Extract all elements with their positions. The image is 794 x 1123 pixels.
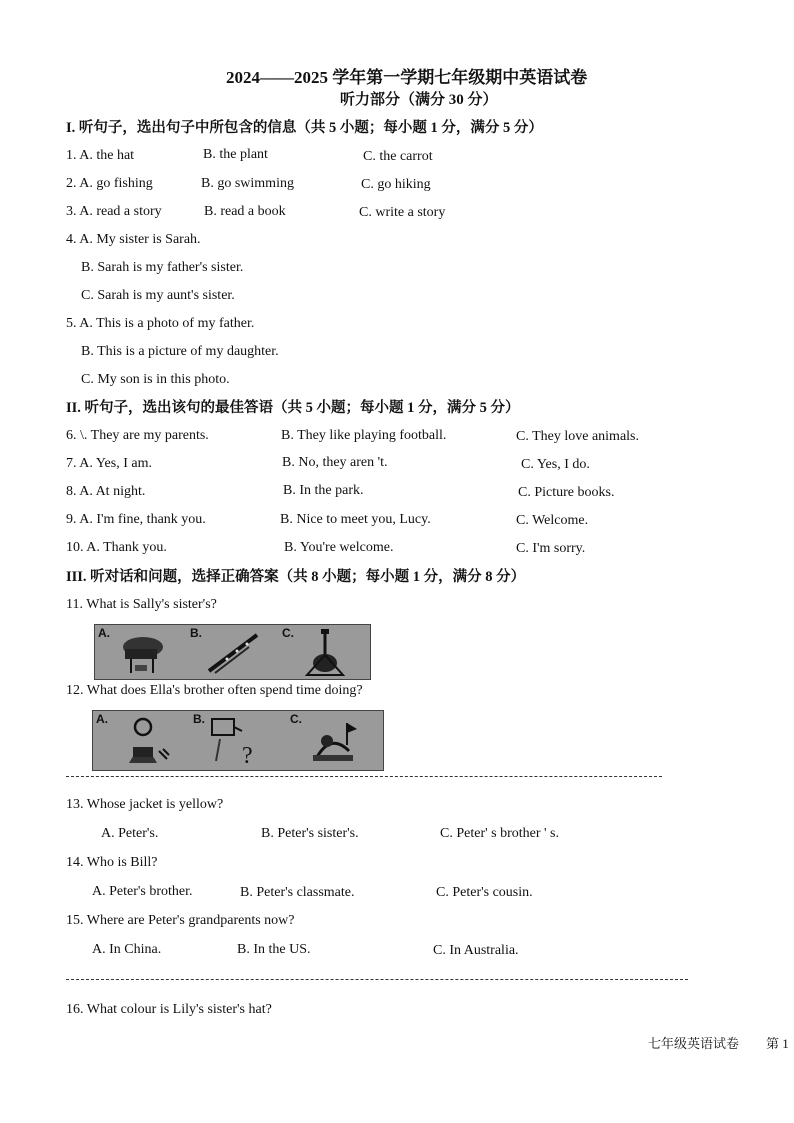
q3-option-a: 3. A. read a story [66,204,162,219]
q15-option-b: B. In the US. [237,942,311,957]
footer-label: 七年级英语试卷 [648,1036,740,1051]
q11-picture-a [95,625,188,679]
q12-picture-c [287,711,383,770]
guitar-icon [279,625,370,679]
listening-subtitle: 听力部分（满分 30 分） [340,92,498,108]
q2-option-b: B. go swimming [201,176,294,191]
question-board-icon [190,711,287,770]
q12-picture-a-label: A. [96,712,108,726]
q4-option-b: B. Sarah is my father's sister. [81,260,244,275]
q14-option-a: A. Peter's brother. [92,884,193,899]
section-1-heading: I. 听句子，选出句子中所包含的信息（共 5 小题；每小题 1 分，满分 5 分） [66,120,543,136]
q8-option-b: B. In the park. [283,483,364,498]
q6-option-b: B. They like playing football. [281,428,447,443]
flute-icon [187,625,279,679]
q13-option-b: B. Peter's sister's. [261,826,359,841]
q14-option-b: B. Peter's classmate. [240,885,355,900]
section-3-heading: III. 听对话和问题，选择正确答案（共 8 小题；每小题 1 分，满分 8 分） [66,569,526,585]
q12-picture-b [190,711,288,770]
q6-option-c: C. They love animals. [516,429,639,444]
q14-option-c: C. Peter's cousin. [436,885,533,900]
q10-option-a: 10. A. Thank you. [66,540,167,555]
q15-question: 15. Where are Peter's grandparents now? [66,913,295,928]
q4-option-c: C. Sarah is my aunt's sister. [81,288,235,303]
q7-option-c: C. Yes, I do. [521,457,590,472]
q11-picture-c [279,625,370,679]
footer-page-number: 第 1 [766,1036,789,1051]
q5-option-b: B. This is a picture of my daughter. [81,344,279,359]
q15-option-a: A. In China. [92,942,162,957]
piano-icon [95,625,187,679]
q5-option-c: C. My son is in this photo. [81,372,230,387]
q1-option-b: B. the plant [203,147,268,162]
svg-text:?: ? [242,743,253,769]
q1-option-c: C. the carrot [363,149,433,164]
q7-option-b: B. No, they aren 't. [282,455,388,470]
q11-picture-c-label: C. [282,626,294,640]
person-reading-icon [93,711,190,770]
q13-option-a: A. Peter's. [101,826,159,841]
q14-question: 14. Who is Bill? [66,855,158,870]
q12-picture-b-label: B. [193,712,205,726]
q8-option-c: C. Picture books. [518,485,615,500]
q8-option-a: 8. A. At night. [66,484,146,499]
q13-option-c: C. Peter' s brother ' s. [440,826,559,841]
section-2-heading: II. 听句子，选出该句的最佳答语（共 5 小题；每小题 1 分，满分 5 分） [66,400,520,416]
q2-option-c: C. go hiking [361,177,431,192]
q13-question: 13. Whose jacket is yellow? [66,797,224,812]
divider-1 [66,776,662,777]
q11-picture-b-label: B. [190,626,202,640]
q4-option-a: 4. A. My sister is Sarah. [66,232,201,247]
q2-option-a: 2. A. go fishing [66,176,153,191]
q11-picture-strip [94,624,371,680]
q15-option-c: C. In Australia. [433,943,519,958]
q9-option-c: C. Welcome. [516,513,589,528]
q12-picture-c-label: C. [290,712,302,726]
divider-2 [66,979,688,980]
q11-picture-a-label: A. [98,626,110,640]
drawing-icon [287,711,383,770]
q10-option-b: B. You're welcome. [284,540,394,555]
q6-option-a: 6. \. They are my parents. [66,428,209,443]
q16-question: 16. What colour is Lily's sister's hat? [66,1002,272,1017]
q5-option-a: 5. A. This is a photo of my father. [66,316,255,331]
q12-picture-strip [92,710,384,771]
q9-option-a: 9. A. I'm fine, thank you. [66,512,206,527]
q11-question: 11. What is Sally's sister's? [66,597,217,612]
q7-option-a: 7. A. Yes, I am. [66,456,152,471]
q11-picture-b [187,625,280,679]
q3-option-b: B. read a book [204,204,286,219]
q10-option-c: C. I'm sorry. [516,541,586,556]
q9-option-b: B. Nice to meet you, Lucy. [280,512,431,527]
q1-option-a: 1. A. the hat [66,148,135,163]
exam-title: 2024——2025 学年第一学期七年级期中英语试卷 [226,68,588,87]
q12-picture-a [93,711,191,770]
q12-question: 12. What does Ella's brother often spend time doing? [66,683,363,698]
q3-option-c: C. write a story [359,205,446,220]
